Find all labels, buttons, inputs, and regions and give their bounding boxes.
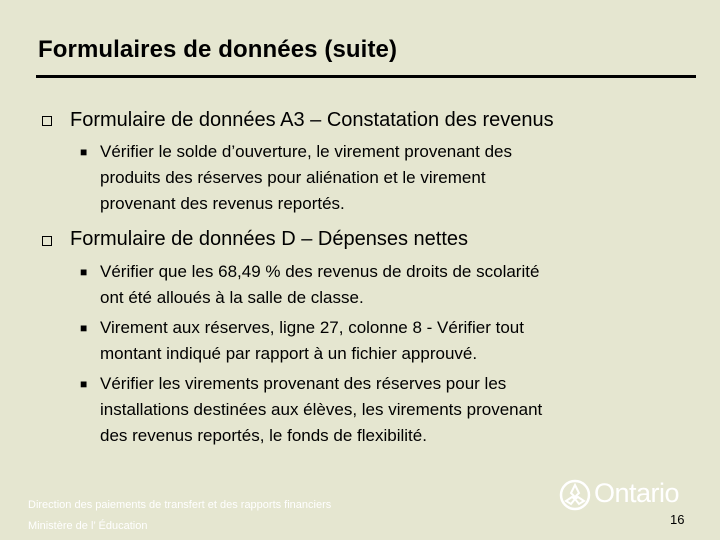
filled-square-bullet-icon: ■ bbox=[80, 145, 88, 159]
hollow-square-bullet-icon bbox=[42, 116, 52, 126]
bullet-line: provenant des revenus reportés. bbox=[100, 194, 345, 213]
title-divider bbox=[36, 75, 696, 78]
section-heading: Formulaire de données D – Dépenses nettes bbox=[70, 228, 469, 250]
bullet-line: Vérifier que les 68,49 % des revenus de droits de scolarité bbox=[100, 262, 540, 281]
logo-wordmark: Ontario bbox=[594, 478, 680, 508]
ontario-logo bbox=[558, 474, 698, 514]
filled-square-bullet-icon: ■ bbox=[80, 265, 88, 279]
hollow-square-bullet-icon bbox=[42, 236, 52, 246]
bullet-line: installations destinées aux élèves, les virements provenant bbox=[100, 400, 543, 419]
page-number: 16 bbox=[670, 512, 685, 527]
section-heading: Formulaire de données A3 – Constatation des revenus bbox=[70, 109, 554, 131]
bullet-line: Vérifier le solde d’ouverture, le virement provenant des bbox=[100, 142, 512, 161]
filled-square-bullet-icon: ■ bbox=[80, 321, 88, 335]
bullet-line: Vérifier les virements provenant des réserves pour les bbox=[100, 374, 507, 393]
trillium-icon bbox=[558, 478, 592, 512]
slide-title: Formulaires de données (suite) bbox=[38, 36, 398, 63]
bullet-line: des revenus reportés, le fonds de flexibilité. bbox=[100, 426, 427, 445]
filled-square-bullet-icon: ■ bbox=[80, 377, 88, 391]
footer-ministry: Ministère de l’ Éducation bbox=[28, 520, 148, 532]
bullet-line: Virement aux réserves, ligne 27, colonne 8 - Vérifier tout bbox=[100, 318, 524, 337]
footer-department: Direction des paiements de transfert et des rapports financiers bbox=[28, 499, 332, 511]
bullet-line: montant indiqué par rapport à un fichier approuvé. bbox=[100, 344, 478, 363]
bullet-line: produits des réserves pour aliénation et le virement bbox=[100, 168, 486, 187]
bullet-line: ont été alloués à la salle de classe. bbox=[100, 288, 364, 307]
